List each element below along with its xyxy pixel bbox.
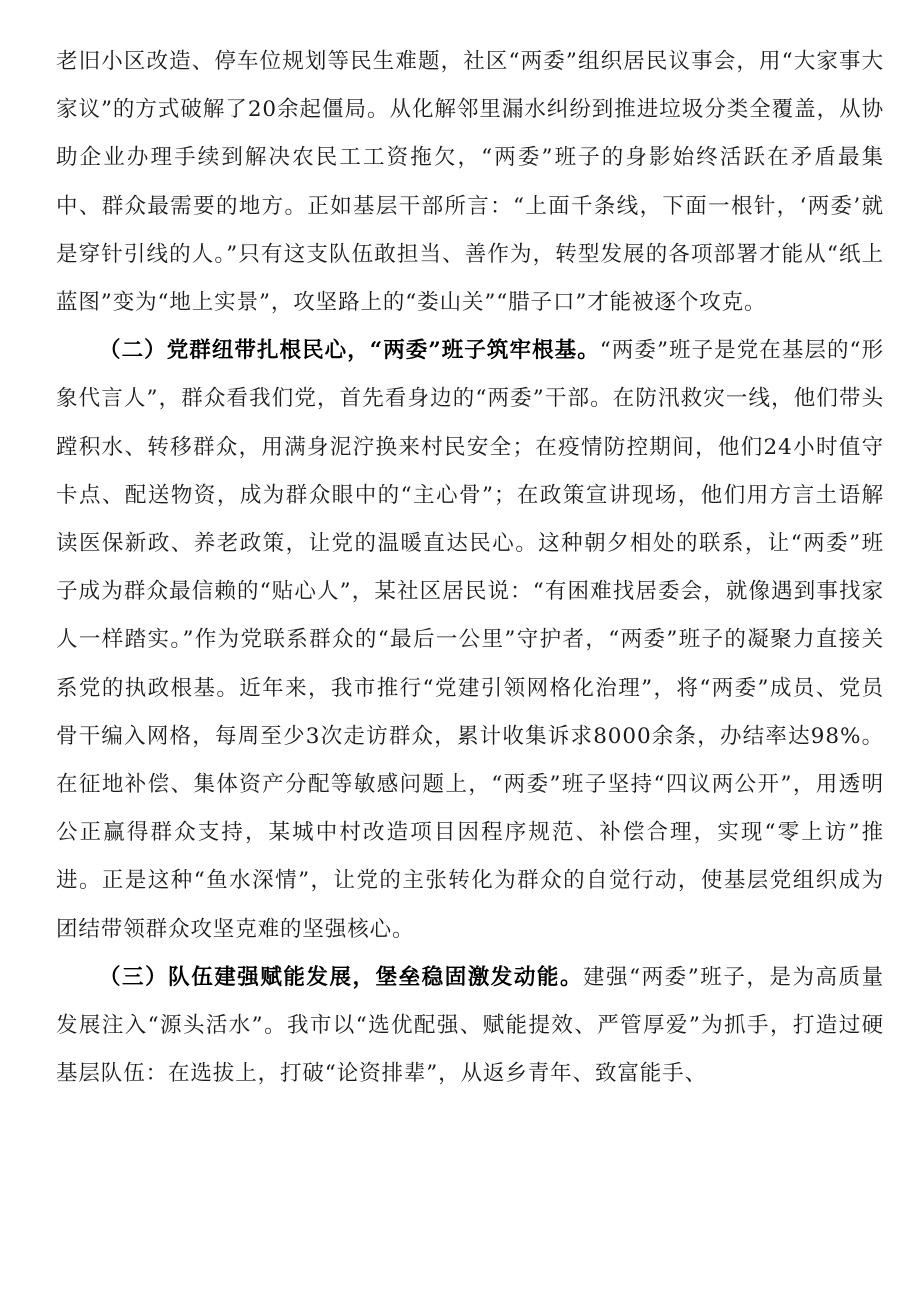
paragraph-text: “两委”班子是党在基层的“形象代言人”，群众看我们党，首先看身边的“两委”干部。在防汛救灾一线，他们带头蹚积水、转移群众，用满身泥泞换来村民安全；在疫情防控期间，他们24小时值守卡点、配送物资，成为群众眼中的“主心骨”；在政策宣讲现场，他们用方言土语解读医保新政、养老政策，让党的温暖直达民心。这种朝夕相处的联系，让“两委”班子成为群众最信赖的“贴心人”，某社区居民说：“有困难找居委会，就像遇到事找家人一样踏实。”作为党联系群众的“最后一公里”守护者，“两委”班子的凝聚力直接关系党的执政根基。近年来，我市推行“党建引领网格化治理”，将“两委”成员、党员骨干编入网格，每周至少3次走访群众，累计收集诉求8000余条，办结率达98%。在征地补偿、集体资产分配等敏感问题上，“两委”班子坚持“四议两公开”，用透明公正赢得群众支持，某城中村改造项目因程序规范、补偿合理，实现“零上访”推进。正是这种“鱼水深情”，让党的主张转化为群众的自觉行动，使基层党组织成为团结带领群众攻坚克难的坚强核心。 [56,338,885,942]
paragraph-continuation [56,38,884,327]
document-body [56,38,884,1098]
paragraph-section-2 [56,327,884,954]
section-heading: （三）队伍建强赋能发展，堡垒稳固激发动能。 [99,964,583,990]
paragraph-text: 建强“两委”班子，是为高质量发展注入“源头活水”。我市以“选优配强、赋能提效、严管厚爱”为抓手，打造过硬基层队伍：在选拔上，打破“论资排辈”，从返乡青年、致富能手、 [56,964,884,1087]
paragraph-section-3 [56,954,884,1099]
paragraph-text: 老旧小区改造、停车位规划等民生难题，社区“两委”组织居民议事会，用“大家事大家议”的方式破解了20余起僵局。从化解邻里漏水纠纷到推进垃圾分类全覆盖，从协助企业办理手续到解决农民工工资拖欠，“两委”班子的身影始终活跃在矛盾最集中、群众最需要的地方。正如基层干部所言：“上面千条线，下面一根针，‘两委’就是穿针引线的人。”只有这支队伍敢担当、善作为，转型发展的各项部署才能从“纸上蓝图”变为“地上实景”，攻坚路上的“娄山关”“腊子口”才能被逐个攻克。 [56,49,884,316]
section-heading: （二）党群纽带扎根民心，“两委”班子筑牢根基。 [99,338,600,364]
